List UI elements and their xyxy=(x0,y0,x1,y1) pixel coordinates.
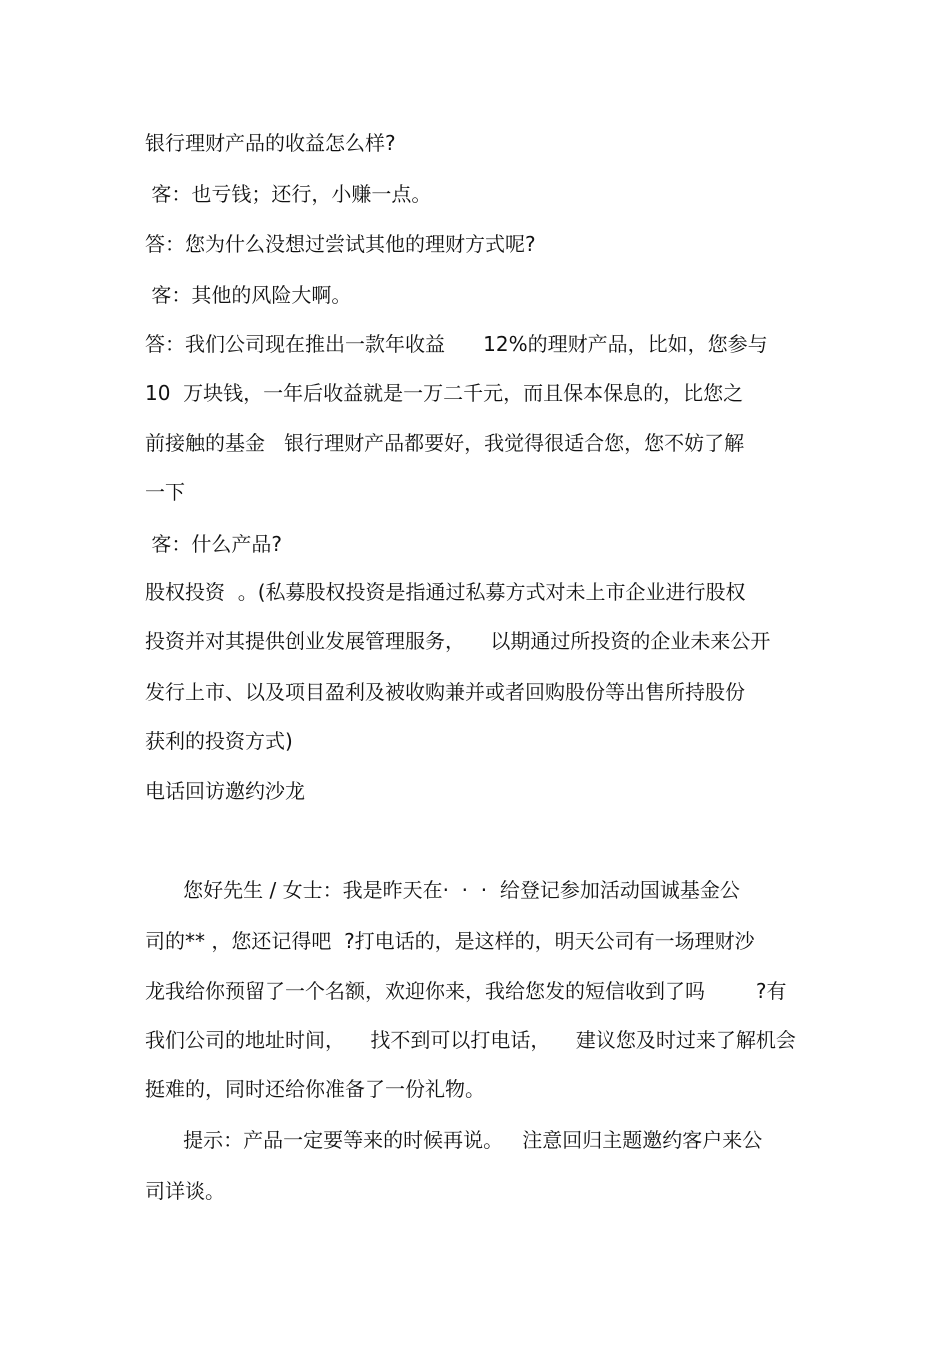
text-line: 客：其他的风险大啊。 xyxy=(145,283,352,307)
text-line: 一下 xyxy=(145,480,185,504)
text-line: 司的** ，您还记得吧 ?打电话的，是这样的，明天公司有一场理财沙 xyxy=(145,929,755,953)
text-line: 前接触的基金 银行理财产品都要好，我觉得很适合您，您不妨了解 xyxy=(145,431,745,455)
text-line: 挺难的，同时还给你准备了一份礼物。 xyxy=(145,1077,485,1101)
text-line: 10 万块钱，一年后收益就是一万二千元，而且保本保息的，比您之 xyxy=(145,381,744,405)
text-line: 投资并对其提供创业发展管理服务， 以期通过所投资的企业未来公开 xyxy=(145,629,771,653)
text-line: 司详谈。 xyxy=(145,1179,225,1203)
text-line: 您好先生 / 女士：我是昨天在· · · 给登记参加活动国诚基金公 xyxy=(145,878,740,902)
text-line: 客：什么产品? xyxy=(145,532,282,556)
section-heading: 电话回访邀约沙龙 xyxy=(145,779,305,803)
text-line: 发行上市、以及项目盈利及被收购兼并或者回购股份等出售所持股份 xyxy=(145,680,745,704)
text-line: 提示：产品一定要等来的时候再说。 注意回归主题邀约客户来公 xyxy=(145,1128,763,1152)
text-line: 获利的投资方式) xyxy=(145,729,293,753)
text-line: 我们公司的地址时间， 找不到可以打电话， 建议您及时过来了解机会 xyxy=(145,1028,796,1052)
text-line: 答：您为什么没想过尝试其他的理财方式呢? xyxy=(145,232,536,256)
text-line: 股权投资 。(私募股权投资是指通过私募方式对未上市企业进行股权 xyxy=(145,580,746,604)
text-line: 银行理财产品的收益怎么样? xyxy=(145,131,396,155)
text-line: 答：我们公司现在推出一款年收益 12%的理财产品，比如，您参与 xyxy=(145,332,768,356)
text-line: 龙我给你预留了一个名额，欢迎你来，我给您发的短信收到了吗 ?有 xyxy=(145,979,787,1003)
text-line: 客：也亏钱；还行，小赚一点。 xyxy=(145,182,432,206)
